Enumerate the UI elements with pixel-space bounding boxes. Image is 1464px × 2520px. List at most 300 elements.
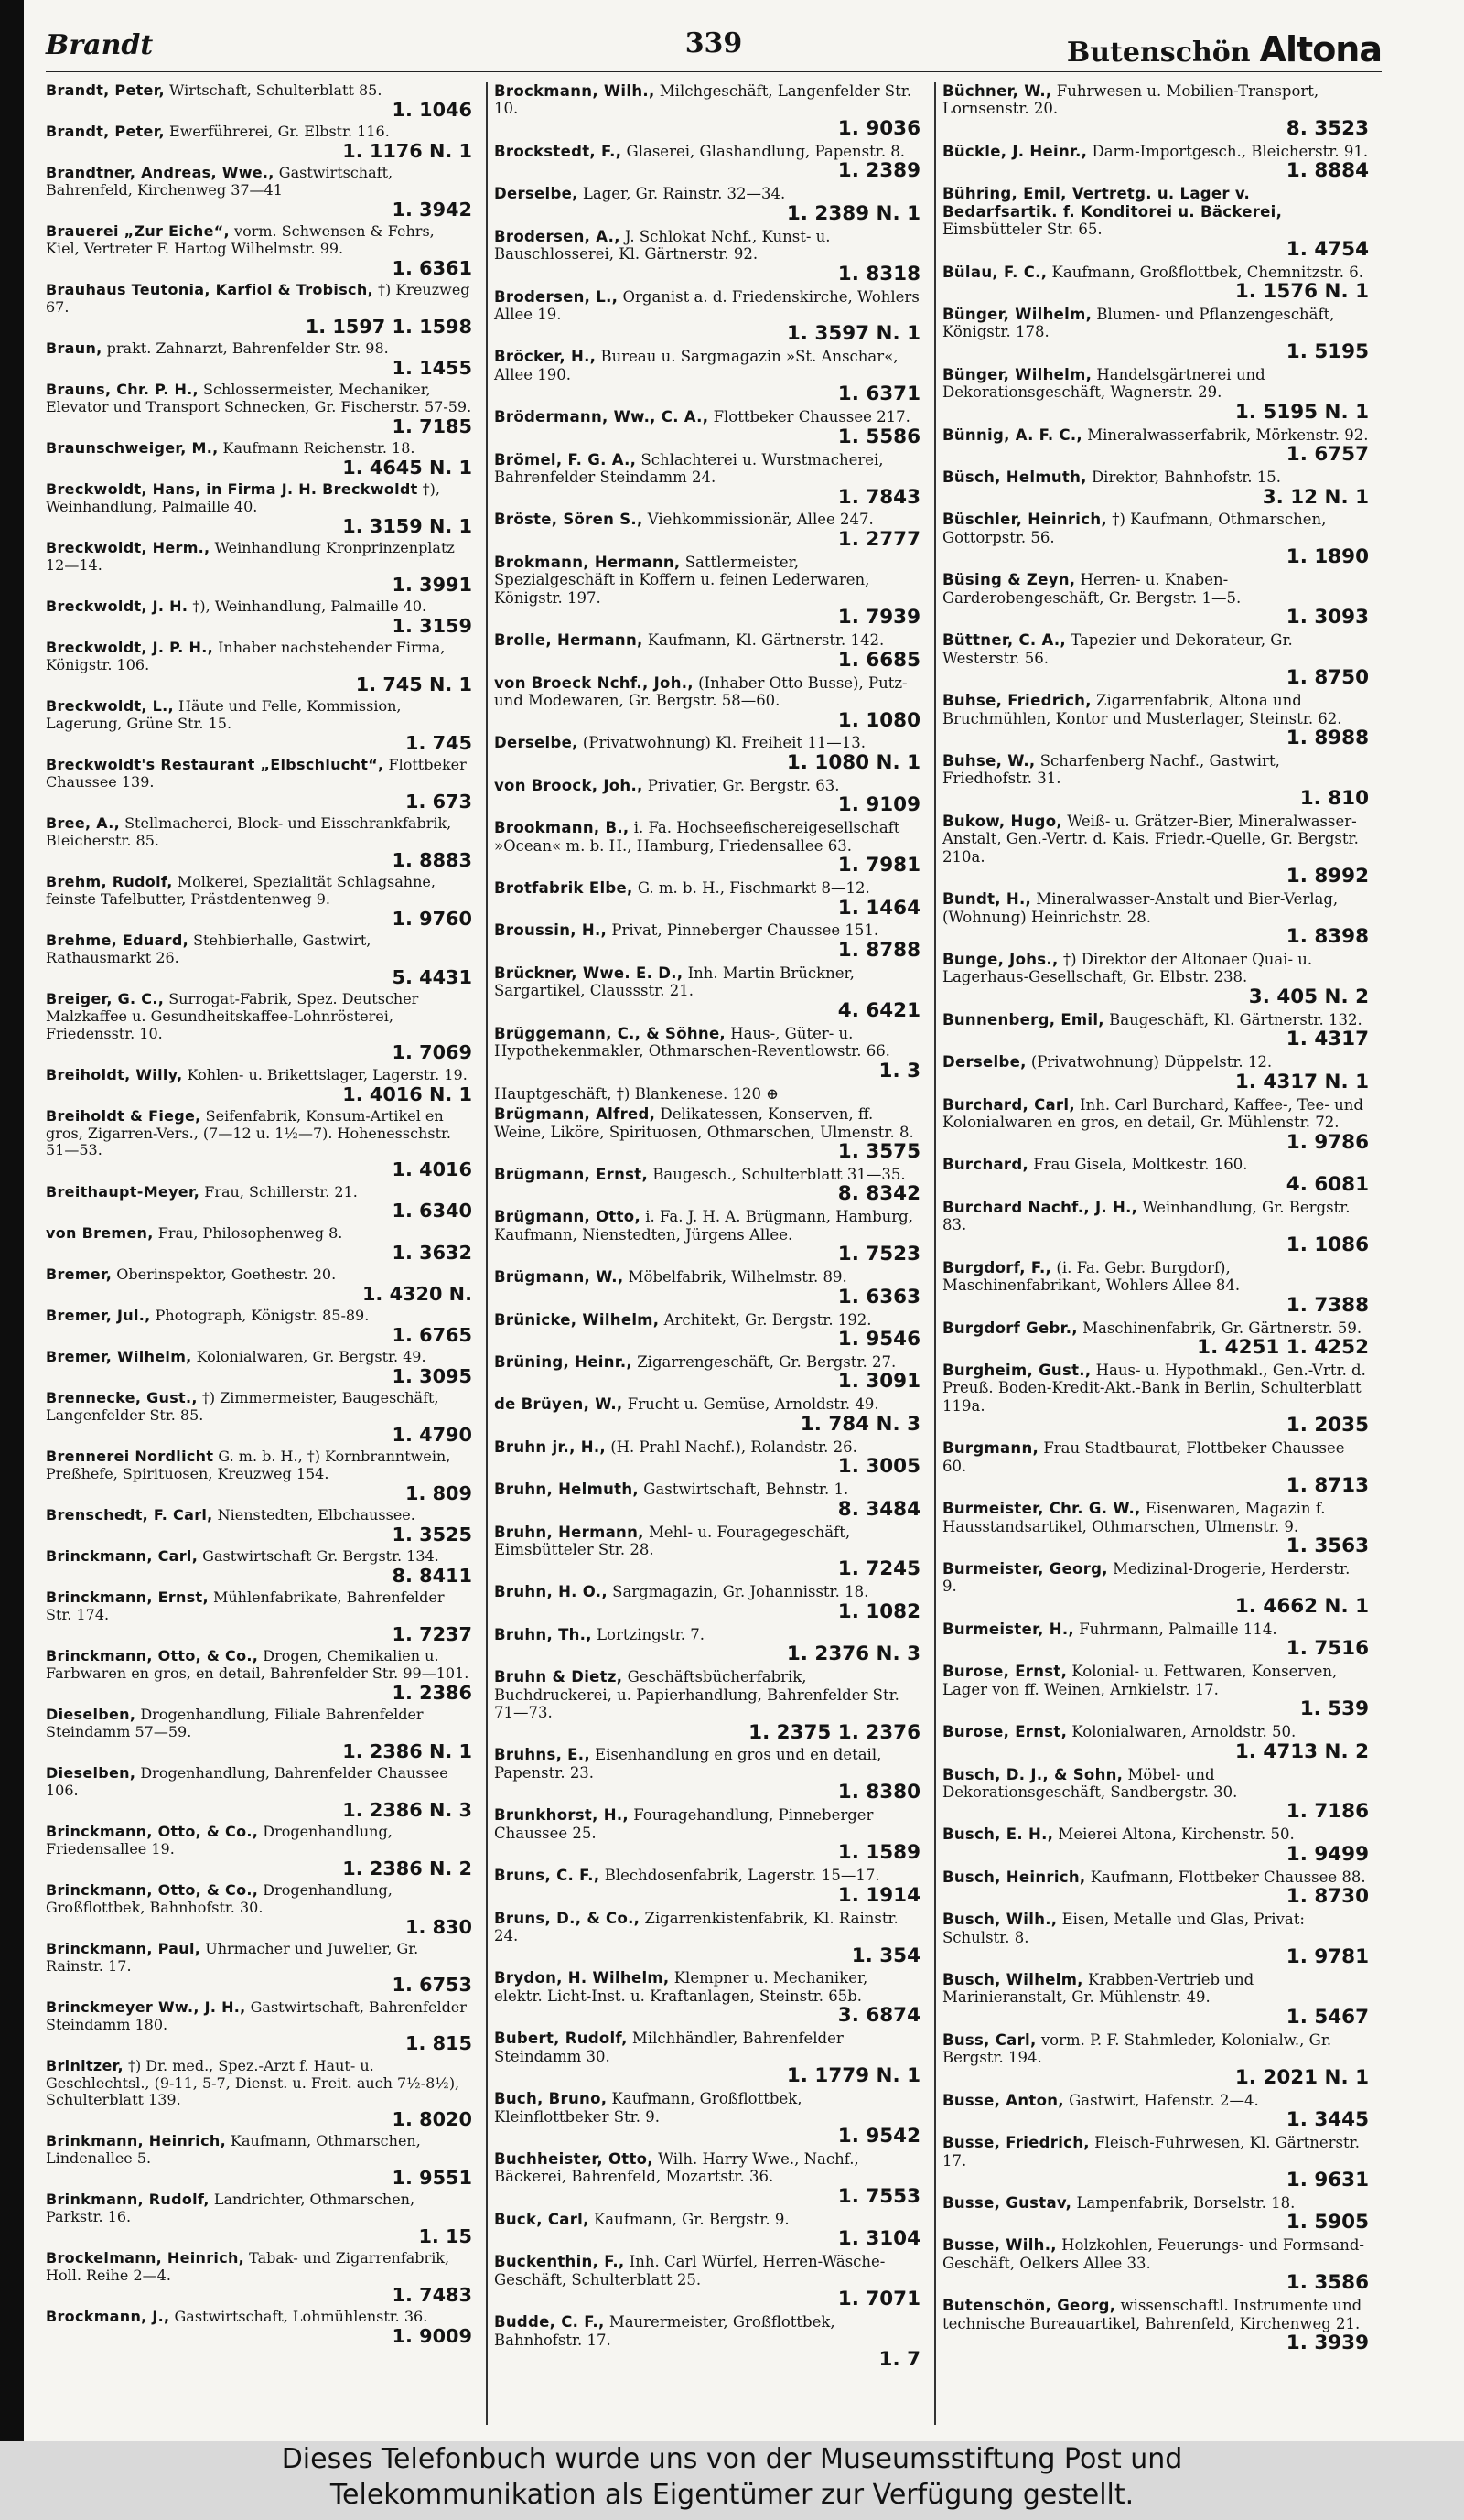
directory-entry <box>494 1524 920 1581</box>
entry-name: Busse, Wilh., <box>942 2236 1057 2255</box>
directory-entry <box>46 640 472 695</box>
entry-name: Breckwoldt, Hans, in Firma J. H. Breckwoldt <box>46 480 418 499</box>
entry-description: Architekt, Gr. Bergstr. 192. <box>663 1310 872 1329</box>
directory-entry <box>46 82 472 121</box>
directory-entry <box>46 874 472 930</box>
directory-entry <box>46 815 472 871</box>
entry-text <box>942 82 1369 118</box>
entry-phone: 1. 7388 <box>1286 1293 1369 1317</box>
entry-phone: 3. 405 N. 2 <box>1248 985 1369 1008</box>
entry-name: Busse, Gustav, <box>942 2193 1072 2212</box>
entry-phone: 1. 8020 <box>392 2108 472 2131</box>
entry-phone: 4. 6081 <box>1286 1172 1369 1196</box>
entry-phone: 1. 3939 <box>1286 2332 1369 2355</box>
entry-name: Brennecke, Gust., <box>46 1388 198 1406</box>
entry-name: Bunge, Johs., <box>942 950 1059 968</box>
entry-phone: 4. 6421 <box>837 998 920 1022</box>
entry-text <box>942 2134 1369 2170</box>
entry-phone: 1. 8884 <box>1286 159 1369 183</box>
entry-phone: 1. 4662 N. 1 <box>1234 1594 1369 1618</box>
directory-entry <box>942 82 1369 140</box>
entry-description: Maschinenfabrik, Gr. Gärtnerstr. 59. <box>1082 1319 1362 1337</box>
entry-name: Bundt, H., <box>942 890 1032 909</box>
directory-entry <box>942 1621 1369 1660</box>
entry-text <box>46 1349 472 1366</box>
entry-phone: 1. 3597 N. 1 <box>786 322 920 346</box>
entry-description: Landrichter, Othmarschen, Parkstr. 16. <box>46 2191 415 2226</box>
entry-name: Büschler, Heinrich, <box>942 511 1107 529</box>
entry-phone: 1. 7843 <box>837 485 920 509</box>
entry-text <box>46 1882 472 1917</box>
directory-entry <box>46 124 472 162</box>
entry-description: Kaufmann, Kl. Gärtnerstr. 142. <box>647 631 885 650</box>
entry-text <box>942 306 1369 341</box>
entry-phone: 1. 1464 <box>837 896 920 920</box>
entry-phone: 1. 9781 <box>1286 1945 1369 1969</box>
entry-name: Brandt, Peter, <box>46 81 165 99</box>
entry-text <box>942 2297 1369 2332</box>
entry-name: Busse, Friedrich, <box>942 2134 1090 2152</box>
entry-text <box>942 366 1369 402</box>
entry-description: Inh. Carl Würfel, Herren-Wäsche-Geschäft, Schulterblatt 25. <box>494 2253 886 2288</box>
entry-name: Buchheister, Otto, <box>494 2150 653 2169</box>
entry-phone: 1. 4317 N. 1 <box>1234 1070 1369 1093</box>
entry-text <box>46 481 472 516</box>
entry-name: Breiholdt, Willy, <box>46 1065 183 1083</box>
directory-entry <box>46 598 472 637</box>
entry-phone: 1. 1779 N. 1 <box>786 2064 920 2088</box>
entry-phone: 1. 1086 <box>1286 1233 1369 1256</box>
entry-phone: 1. 1046 <box>392 98 472 121</box>
entry-description: Kaufmann, Othmarschen, Lindenallee 5. <box>46 2132 421 2168</box>
directory-entry <box>494 2150 920 2208</box>
entry-name: Brehme, Eduard, <box>46 931 188 949</box>
entry-name: Brödermann, Ww., C. A., <box>494 408 709 426</box>
entry-name: Brockelmann, Heinrich, <box>46 2249 245 2267</box>
entry-phone: 1. 1082 <box>837 1599 920 1623</box>
directory-entry <box>942 631 1369 689</box>
entry-text <box>942 1199 1369 1234</box>
entry-phone: 1. 815 <box>404 2032 472 2055</box>
entry-text <box>942 631 1369 667</box>
entry-text <box>46 991 472 1043</box>
entry-name: von Broeck Nchf., Joh., <box>494 673 694 692</box>
entry-description: Möbel- und Dekorationsgeschäft, Sandbergstr. 30. <box>942 1765 1238 1801</box>
entry-phone: 1. 3005 <box>837 1455 920 1479</box>
entry-phone: 1. 9036 <box>837 116 920 140</box>
entry-phone: 1. 6685 <box>837 648 920 672</box>
entry-text <box>46 2309 472 2326</box>
entry-name: Brookmann, B., <box>494 819 630 837</box>
entry-phone: 8. 3484 <box>837 1497 920 1521</box>
entry-name: von Broock, Joh., <box>494 776 643 794</box>
entry-description: Kolonialwaren, Gr. Bergstr. 49. <box>196 1347 426 1365</box>
entry-text <box>942 264 1369 281</box>
entry-text <box>46 1225 472 1243</box>
entry-description: Uhrmacher und Juwelier, Gr. Rainstr. 17. <box>46 1939 419 1975</box>
directory-entry <box>494 1626 920 1665</box>
entry-text <box>942 143 1369 160</box>
entry-phone: 1. 3091 <box>837 1370 920 1394</box>
entry-phone: 1. 2376 N. 3 <box>786 1642 920 1666</box>
entry-name: Buhse, Friedrich, <box>942 692 1092 710</box>
entry-phone: 8. 8342 <box>837 1182 920 1206</box>
directory-entry <box>494 777 920 816</box>
entry-text <box>46 124 472 141</box>
entry-name: Bremer, Wilhelm, <box>46 1347 192 1365</box>
directory-entry <box>494 408 920 447</box>
entry-text <box>494 185 920 202</box>
entry-name: Brömel, F. G. A., <box>494 450 637 468</box>
entry-name: Bünnig, A. F. C., <box>942 425 1082 444</box>
directory-entry <box>494 1025 920 1082</box>
entry-name: Busch, Heinrich, <box>942 1868 1086 1886</box>
directory-entry <box>942 1096 1369 1154</box>
entry-name: Brenschedt, F. Carl, <box>46 1505 213 1524</box>
directory-entry <box>494 879 920 919</box>
directory-entry <box>46 2309 472 2347</box>
entry-phone: 1. 810 <box>1299 786 1369 810</box>
entry-description: Drogenhandlung, Filiale Bahrenfelder Steindamm 57—59. <box>46 1705 424 1740</box>
entry-name: Brückner, Wwe. E. D., <box>494 964 684 982</box>
entry-description: †), Weinhandlung, Palmaille 40. <box>46 480 440 515</box>
entry-name: Dieselben, <box>46 1763 136 1782</box>
entry-text <box>46 640 472 674</box>
entry-text <box>494 631 920 649</box>
entry-description: †) Kaufmann, Othmarschen, Gottorpstr. 56. <box>942 511 1327 546</box>
entry-description: Stehbierhalle, Gastwirt, Rathausmarkt 26. <box>46 931 371 966</box>
entry-text <box>494 1910 920 1945</box>
entry-description: Gastwirtschaft Gr. Bergstr. 134. <box>202 1546 439 1565</box>
directory-entry <box>942 1319 1369 1359</box>
entry-description: Fouragehandlung, Pinneberger Chaussee 25. <box>494 1806 874 1842</box>
entry-text <box>494 1746 920 1782</box>
directory-entry <box>494 228 920 285</box>
entry-name: Breiholdt & Fiege, <box>46 1106 201 1125</box>
entry-text <box>942 813 1369 866</box>
entry-name: Breckwoldt, L., <box>46 697 174 716</box>
directory-entry <box>494 1806 920 1864</box>
entry-name: Bülau, F. C., <box>942 263 1048 281</box>
entry-description: †) Kreuzweg 67. <box>46 281 470 316</box>
entry-phone: 1. 6753 <box>392 1974 472 1997</box>
entry-text <box>494 1481 920 1498</box>
entry-phone: 1. 1080 N. 1 <box>786 750 920 774</box>
directory-entry <box>46 1349 472 1387</box>
directory-entry <box>494 348 920 405</box>
entry-phone: 1. 9109 <box>837 793 920 817</box>
entry-phone: 5. 4431 <box>392 965 472 988</box>
entry-text <box>46 1108 472 1160</box>
entry-description: Milchgeschäft, Langenfelder Str. 10. <box>494 82 912 118</box>
entry-phone: 1. 8788 <box>837 938 920 962</box>
entry-phone: 1. 3525 <box>392 1523 472 1545</box>
entry-text <box>494 1668 920 1721</box>
entry-name: Brotfabrik Elbe, <box>494 879 633 898</box>
entry-text <box>942 2236 1369 2272</box>
directory-entry <box>494 1867 920 1906</box>
entry-description: prakt. Zahnarzt, Bahrenfelder Str. 98. <box>106 339 389 358</box>
entry-name: Brinitzer, <box>46 2056 124 2074</box>
footer-line-2: Telekommunikation als Eigentümer zur Verfügung gestellt. <box>329 2479 1135 2511</box>
directory-entry <box>942 1663 1369 1720</box>
entry-phone: 8. 3523 <box>1286 116 1369 140</box>
entry-name: Derselbe, <box>942 1053 1027 1072</box>
entry-phone: 1. 7939 <box>837 606 920 630</box>
entry-phone: 1. 784 N. 3 <box>800 1412 920 1436</box>
entry-description: Eisenhandlung en gros und en detail, Papenstr. 23. <box>494 1746 882 1782</box>
entry-description: Häute und Felle, Kommission, Lagerung, Grüne Str. 15. <box>46 697 402 732</box>
entry-name: Bruns, D., & Co., <box>494 1909 640 1927</box>
page-number: 339 <box>684 27 743 59</box>
directory-entry <box>494 1668 920 1743</box>
entry-name: von Bremen, <box>46 1223 154 1242</box>
directory-entry <box>494 1583 920 1622</box>
entry-description: wissenschaftl. Instrumente und technische Bureauartikel, Bahrenfeld, Kirchenweg 21. <box>942 2297 1362 2332</box>
entry-description: Frucht u. Gemüse, Arnoldstr. 49. <box>627 1395 879 1414</box>
entry-phone: 1. 8883 <box>392 848 472 871</box>
entry-description: Drogenhandlung, Friedensallee 19. <box>46 1822 393 1858</box>
entry-name: Bruhn jr., H., <box>494 1438 606 1456</box>
entry-phone: 1. 7523 <box>837 1243 920 1266</box>
entry-phone: 1. 1914 <box>837 1883 920 1907</box>
entry-phone: 1. 3586 <box>1286 2271 1369 2295</box>
entry-description: Inh. Martin Brückner, Sargartikel, Claussstr. 21. <box>494 964 855 1000</box>
entry-phone: 1. 809 <box>404 1481 472 1504</box>
directory-entry <box>494 2090 920 2148</box>
entry-phone: 1. 3991 <box>392 573 472 596</box>
directory-entry <box>494 1268 920 1308</box>
entry-description: Flottbeker Chaussee 217. <box>713 408 910 426</box>
column-1 <box>46 82 472 2425</box>
entry-phone: 1. 8730 <box>1286 1885 1369 1909</box>
entry-text <box>46 440 472 458</box>
directory-entry <box>942 1053 1369 1093</box>
entry-text <box>942 468 1369 486</box>
entry-text <box>942 692 1369 727</box>
directory-entry <box>46 1648 472 1704</box>
entry-description: Medizinal-Drogerie, Herderstr. 9. <box>942 1560 1351 1596</box>
entry-phone: 1. 7185 <box>392 415 472 437</box>
entry-name: Breckwoldt's Restaurant „Elbschlucht“, <box>46 756 384 774</box>
entry-phone: 1. 7 <box>878 2348 920 2372</box>
entry-name: Burmeister, Georg, <box>942 1560 1108 1578</box>
entry-name: Brydon, H. Wilhelm, <box>494 1969 670 1987</box>
entry-text <box>494 348 920 383</box>
entry-text <box>46 1448 472 1483</box>
entry-phone: 1. 2386 N. 3 <box>342 1798 472 1821</box>
directory-entry <box>46 1589 472 1645</box>
entry-phone: 1. 5195 N. 1 <box>1234 400 1369 424</box>
entry-name: Brinckmann, Otto, & Co., <box>46 1822 259 1840</box>
directory-entry <box>942 2236 1369 2294</box>
entry-description: Gastwirtschaft, Bahrenfelder Steindamm 180. <box>46 1998 467 2033</box>
entry-phone: 1. 3159 N. 1 <box>342 514 472 537</box>
entry-name: Brehm, Rudolf, <box>46 872 173 890</box>
entry-text <box>46 282 472 317</box>
entry-text <box>494 819 920 855</box>
entry-phone: 1. 4645 N. 1 <box>342 456 472 479</box>
directory-entry <box>494 2313 920 2371</box>
entry-phone: 1. 7245 <box>837 1557 920 1581</box>
entry-description: (Privatwohnung) Düppelstr. 12. <box>1030 1053 1273 1072</box>
entry-description: Ewerführerei, Gr. Elbstr. 116. <box>169 123 390 141</box>
entry-phone: 1. 1176 N. 1 <box>342 139 472 162</box>
entry-text <box>494 879 920 897</box>
directory-entry <box>494 1481 920 1520</box>
entry-text <box>46 1067 472 1084</box>
entry-description: Maurermeister, Großflottbek, Bahnhofstr. 17. <box>494 2313 835 2349</box>
entry-name: Brüning, Heinr., <box>494 1352 632 1371</box>
header-first-entry: Brandt <box>46 29 154 61</box>
entry-description: Drogenhandlung, Bahrenfelder Chaussee 106. <box>46 1763 448 1799</box>
entry-text <box>46 1648 472 1683</box>
directory-entry <box>494 1208 920 1265</box>
directory-entry <box>942 2297 1369 2354</box>
directory-entry <box>46 2250 472 2306</box>
entry-description: Baugesch., Schulterblatt 31—35. <box>652 1165 906 1183</box>
entry-text <box>942 1868 1369 1886</box>
entry-description: Seifenfabrik, Konsum-Artikel en gros, Zigarren-Vers., (7—12 u. 1½—7). Hohenesschstr. 51—53. <box>46 1106 451 1159</box>
entry-name: Brauerei „Zur Eiche“, <box>46 222 230 241</box>
entry-phone: 1. 4016 N. 1 <box>342 1082 472 1105</box>
directory-entry <box>942 692 1369 749</box>
entry-name: Breckwoldt, Herm., <box>46 539 210 557</box>
directory-entry <box>942 1156 1369 1195</box>
entry-text <box>46 1308 472 1325</box>
entry-name: Breithaupt-Meyer, <box>46 1182 200 1201</box>
entry-text <box>942 951 1369 986</box>
entry-phone: 1. 9542 <box>837 2125 920 2148</box>
directory-entry <box>494 1910 920 1967</box>
entry-description: Bureau u. Sargmagazin »St. Anschar«, Allee 190. <box>494 348 899 383</box>
entry-name: Brinckmann, Otto, & Co., <box>46 1646 259 1664</box>
entry-text <box>942 1560 1369 1596</box>
directory-entry <box>942 752 1369 810</box>
entry-text <box>46 1707 472 1741</box>
directory-entry <box>46 165 472 221</box>
entry-phone: 1. 745 N. 1 <box>355 673 472 695</box>
entry-text <box>494 1353 920 1371</box>
entry-phone: 1. 4016 <box>392 1158 472 1181</box>
entry-text <box>494 1105 920 1141</box>
entry-description: Zigarrengeschäft, Gr. Bergstr. 27. <box>637 1352 897 1371</box>
entry-description: †) Direktor der Altonaer Quai- u. Lagerhaus-Gesellschaft, Gr. Elbstr. 238. <box>942 950 1313 986</box>
entry-description: Nienstedten, Elbchaussee. <box>217 1505 415 1524</box>
entry-description: Handelsgärtnerei und Dekorationsgeschäft, Wagnerstr. 29. <box>942 365 1265 402</box>
entry-phone: 1. 673 <box>404 790 472 813</box>
entry-phone: 1. 7069 <box>392 1041 472 1064</box>
directory-entry <box>942 1259 1369 1317</box>
entry-phone: 1. 8398 <box>1286 925 1369 949</box>
entry-description: Holzkohlen, Feuerungs- und Formsand-Geschäft, Oelkers Allee 33. <box>942 2236 1364 2272</box>
entry-description: Mineralwasserfabrik, Mörkenstr. 92. <box>1087 425 1369 444</box>
directory-entry <box>942 511 1369 568</box>
directory-entry <box>942 2134 1369 2192</box>
directory-entry <box>942 1500 1369 1557</box>
entry-description: Tapezier und Dekorateur, Gr. Westerstr. 56. <box>942 631 1293 667</box>
entry-phone: 1. 2777 <box>837 527 920 551</box>
entry-text <box>942 1766 1369 1802</box>
directory-entry <box>46 1765 472 1821</box>
entry-phone: 1. 6757 <box>1286 443 1369 467</box>
entry-phone: 1. 7553 <box>837 2184 920 2208</box>
directory-entry <box>46 1108 472 1181</box>
entry-name: Brolle, Hermann, <box>494 631 643 650</box>
entry-name: Brinckmeyer Ww., J. H., <box>46 1998 246 2016</box>
entry-text <box>942 1053 1369 1071</box>
entry-description: Drogen, Chemikalien u. Farbwaren en gros, en detail, Bahrenfelder Str. 99—101. <box>46 1646 469 1682</box>
entry-description: Hauptgeschäft, †) Blankenese. 120 ⊕ <box>494 1084 780 1103</box>
entry-text <box>942 1621 1369 1638</box>
entry-text <box>494 82 920 118</box>
directory-entry <box>942 1560 1369 1618</box>
entry-name: Derselbe, <box>494 185 578 203</box>
entry-text <box>494 964 920 1000</box>
entry-name: Büsing & Zeyn, <box>942 571 1076 589</box>
entry-phone: 1. 3095 <box>392 1364 472 1387</box>
entry-description: Weinhandlung Kronprinzenplatz 12—14. <box>46 539 455 574</box>
entry-description: Kaufmann, Flottbeker Chaussee 88. <box>1090 1868 1366 1886</box>
entry-phone: 1. 2389 N. 1 <box>786 201 920 225</box>
entry-text <box>494 228 920 264</box>
directory-entry <box>942 468 1369 508</box>
entry-name: Burchard, Carl, <box>942 1095 1075 1114</box>
entry-phone: 1. 4251 1. 4252 <box>1197 1336 1369 1360</box>
entry-name: Bremer, <box>46 1265 113 1283</box>
entry-name: Bree, A., <box>46 813 120 832</box>
entry-phone: 1. 6765 <box>392 1323 472 1346</box>
entry-text <box>494 288 920 324</box>
entry-phone: 1. 8750 <box>1286 666 1369 690</box>
entry-description: vorm. Schwensen & Fehrs, Kiel, Vertreter F. Hartog Wilhelmstr. 99. <box>46 222 435 257</box>
entry-phone: 1. 3575 <box>837 1139 920 1163</box>
entry-phone: 1. 6363 <box>837 1285 920 1308</box>
entry-description: †) Zimmermeister, Baugeschäft, Langenfelder Str. 85. <box>46 1388 439 1424</box>
entry-phone: 1. 6371 <box>837 382 920 406</box>
entry-text <box>494 674 920 710</box>
entry-text <box>942 185 1369 238</box>
entry-text <box>942 1663 1369 1698</box>
entry-description: Blechdosenfabrik, Lagerstr. 15—17. <box>604 1867 880 1885</box>
entry-text <box>46 1999 472 2034</box>
directory-entry <box>494 631 920 671</box>
entry-text <box>494 2030 920 2065</box>
entry-phone: 1. 2035 <box>1286 1414 1369 1438</box>
entry-phone: 1. 1589 <box>837 1841 920 1865</box>
entry-description: Sattlermeister, Spezialgeschäft in Koffern u. feinen Lederwaren, Königstr. 197. <box>494 553 870 607</box>
entry-phone: 1. 15 <box>418 2225 472 2248</box>
directory-entry <box>942 1439 1369 1497</box>
entry-text <box>494 1166 920 1183</box>
entry-description: i. Fa. J. H. A. Brügmann, Hamburg, Kaufmann, Nienstedten, Jürgens Allee. <box>494 1208 913 1244</box>
entry-name: Brodersen, A., <box>494 227 620 245</box>
directory-entry <box>494 819 920 877</box>
entry-description: Meierei Altona, Kirchenstr. 50. <box>1058 1825 1295 1844</box>
entry-name: Busch, Wilh., <box>942 1911 1058 1929</box>
directory-entry <box>942 1868 1369 1908</box>
entry-text <box>942 1156 1369 1173</box>
directory-entry <box>46 481 472 537</box>
entry-name: Braun, <box>46 339 102 358</box>
directory-entry <box>46 1707 472 1762</box>
entry-name: Bruhns, E., <box>494 1746 590 1764</box>
entry-phone: 1. 7981 <box>837 854 920 878</box>
entry-phone: 1. 2386 N. 2 <box>342 1857 472 1879</box>
entry-text <box>46 540 472 575</box>
directory-entry <box>494 1746 920 1804</box>
column-3 <box>942 82 1369 2425</box>
